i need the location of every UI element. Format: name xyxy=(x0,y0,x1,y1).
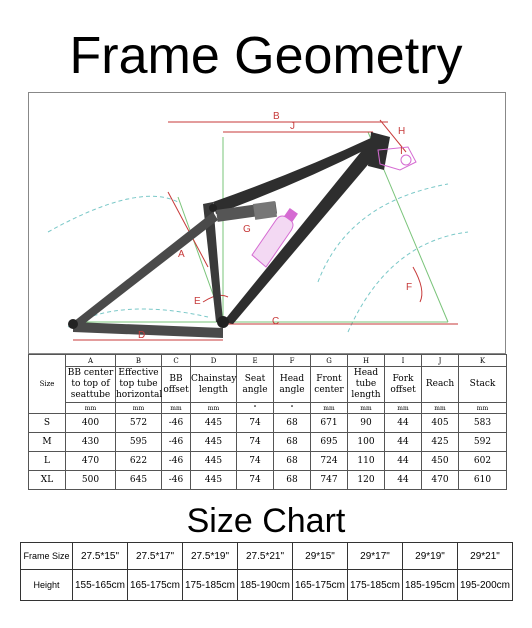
value-cell: 74 xyxy=(237,471,274,490)
value-cell: 74 xyxy=(237,452,274,471)
column-unit: mm xyxy=(116,403,162,414)
value-cell: 592 xyxy=(459,433,507,452)
height-cell: 165-175cm xyxy=(293,570,348,601)
height-cell: 175-185cm xyxy=(183,570,238,601)
size-cell: S xyxy=(29,414,66,433)
height-cell: 175-185cm xyxy=(348,570,403,601)
column-name: Seat angle xyxy=(237,367,274,403)
height-row xyxy=(21,570,513,601)
column-letter: K xyxy=(459,355,507,367)
value-cell: 68 xyxy=(274,433,311,452)
value-cell: 622 xyxy=(116,452,162,471)
dimension-label-b: B xyxy=(273,111,280,122)
frame-size-cell: 29*17" xyxy=(348,543,403,570)
value-cell: -46 xyxy=(162,452,191,471)
frame-size-cell: 29*21" xyxy=(458,543,513,570)
value-cell: 44 xyxy=(385,433,422,452)
value-cell: 695 xyxy=(311,433,348,452)
frame-size-cell: 29*19" xyxy=(403,543,458,570)
column-letter: E xyxy=(237,355,274,367)
height-cell: 185-190cm xyxy=(238,570,293,601)
size-cell: XL xyxy=(29,471,66,490)
value-cell: 430 xyxy=(66,433,116,452)
geometry-name-row xyxy=(29,367,507,403)
column-unit: mm xyxy=(422,403,459,414)
value-cell: 602 xyxy=(459,452,507,471)
value-cell: 470 xyxy=(422,471,459,490)
value-cell: 470 xyxy=(66,452,116,471)
frame-size-cell: 27.5*21" xyxy=(238,543,293,570)
table-row xyxy=(29,433,507,452)
frame-size-cell: 27.5*17" xyxy=(128,543,183,570)
column-name: Chainstay length xyxy=(191,367,237,403)
column-unit: mm xyxy=(459,403,507,414)
column-name: Fork offset xyxy=(385,367,422,403)
column-unit: mm xyxy=(162,403,191,414)
value-cell: 425 xyxy=(422,433,459,452)
geometry-letter-row xyxy=(29,355,507,367)
table-row xyxy=(29,452,507,471)
size-cell: M xyxy=(29,433,66,452)
value-cell: 450 xyxy=(422,452,459,471)
column-letter: I xyxy=(385,355,422,367)
height-cell: 195-200cm xyxy=(458,570,513,601)
value-cell: 405 xyxy=(422,414,459,433)
value-cell: -46 xyxy=(162,414,191,433)
value-cell: 44 xyxy=(385,414,422,433)
value-cell: 90 xyxy=(348,414,385,433)
column-unit: ° xyxy=(237,403,274,414)
column-unit: mm xyxy=(311,403,348,414)
value-cell: 445 xyxy=(191,452,237,471)
value-cell: 610 xyxy=(459,471,507,490)
column-letter: F xyxy=(274,355,311,367)
column-name: Head tube length xyxy=(348,367,385,403)
frame-geometry-diagram xyxy=(28,92,506,354)
dimension-label-f: F xyxy=(406,282,413,293)
value-cell: 445 xyxy=(191,433,237,452)
column-letter: H xyxy=(348,355,385,367)
table-row xyxy=(29,414,507,433)
dimension-label-d: D xyxy=(138,330,146,341)
value-cell: 120 xyxy=(348,471,385,490)
page-title: Frame Geometry xyxy=(69,27,463,85)
column-letter: D xyxy=(191,355,237,367)
value-cell: 100 xyxy=(348,433,385,452)
height-cell: 185-195cm xyxy=(403,570,458,601)
value-cell: 44 xyxy=(385,471,422,490)
geometry-table xyxy=(28,354,507,490)
geometry-unit-row xyxy=(29,403,507,414)
value-cell: 44 xyxy=(385,452,422,471)
value-cell: 671 xyxy=(311,414,348,433)
value-cell: 572 xyxy=(116,414,162,433)
height-cell: 165-175cm xyxy=(128,570,183,601)
value-cell: 583 xyxy=(459,414,507,433)
value-cell: 74 xyxy=(237,414,274,433)
dimension-label-i: I xyxy=(400,146,403,157)
column-name: Front center xyxy=(311,367,348,403)
value-cell: 68 xyxy=(274,414,311,433)
column-unit: mm xyxy=(191,403,237,414)
frame-size-cell: 27.5*19" xyxy=(183,543,238,570)
value-cell: 74 xyxy=(237,433,274,452)
column-letter: G xyxy=(311,355,348,367)
frame-size-row xyxy=(21,543,513,570)
column-letter: C xyxy=(162,355,191,367)
height-cell: 155-165cm xyxy=(73,570,128,601)
column-letter: A xyxy=(66,355,116,367)
dimension-label-c: C xyxy=(272,316,280,327)
value-cell: 68 xyxy=(274,471,311,490)
value-cell: -46 xyxy=(162,471,191,490)
dimension-label-a: A xyxy=(178,249,185,260)
value-cell: 110 xyxy=(348,452,385,471)
dimension-label-g: G xyxy=(243,224,251,235)
table-row xyxy=(29,471,507,490)
frame-size-cell: 29*15" xyxy=(293,543,348,570)
value-cell: 645 xyxy=(116,471,162,490)
value-cell: 724 xyxy=(311,452,348,471)
value-cell: 68 xyxy=(274,452,311,471)
column-name: Head angle xyxy=(274,367,311,403)
size-cell: L xyxy=(29,452,66,471)
column-unit: mm xyxy=(385,403,422,414)
column-name: Reach xyxy=(422,367,459,403)
frame-size-label: Frame Size xyxy=(21,543,73,570)
frame-size-cell: 27.5*15" xyxy=(73,543,128,570)
value-cell: 445 xyxy=(191,471,237,490)
column-name: Effective top tube horizontal xyxy=(116,367,162,403)
value-cell: -46 xyxy=(162,433,191,452)
value-cell: 747 xyxy=(311,471,348,490)
value-cell: 445 xyxy=(191,414,237,433)
column-letter: B xyxy=(116,355,162,367)
value-cell: 400 xyxy=(66,414,116,433)
column-unit: ° xyxy=(274,403,311,414)
value-cell: 500 xyxy=(66,471,116,490)
size-chart-title: Size Chart xyxy=(186,502,346,540)
dimension-label-e: E xyxy=(194,296,201,307)
height-label: Height xyxy=(21,570,73,601)
column-name: BB offset xyxy=(162,367,191,403)
column-unit: mm xyxy=(348,403,385,414)
size-chart-table xyxy=(20,542,513,601)
column-unit: mm xyxy=(66,403,116,414)
value-cell: 595 xyxy=(116,433,162,452)
column-letter: J xyxy=(422,355,459,367)
size-header: Size xyxy=(29,355,66,414)
dimension-label-h: H xyxy=(398,126,406,137)
column-name: BB center to top of seattube xyxy=(66,367,116,403)
dimension-label-j: J xyxy=(290,121,295,132)
column-name: Stack xyxy=(459,367,507,403)
